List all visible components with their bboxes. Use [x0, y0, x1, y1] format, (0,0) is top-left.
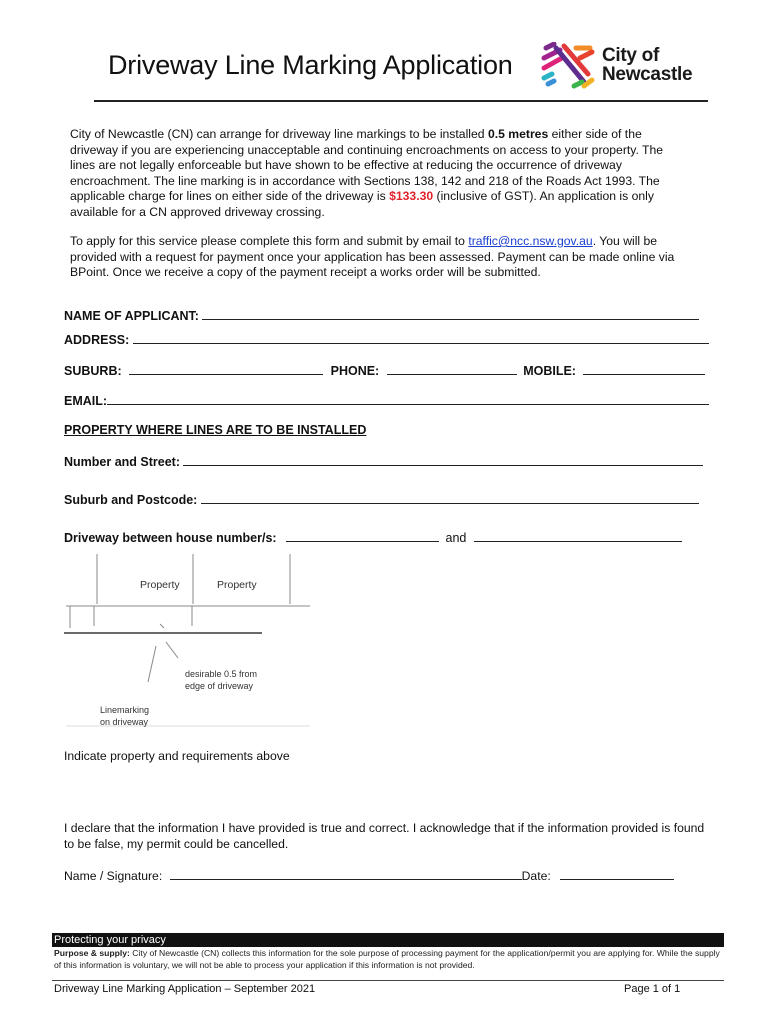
mobile-label: MOBILE: [523, 364, 576, 378]
intro-text-a: City of Newcastle (CN) can arrange for driveway line markings to be installed [70, 127, 488, 141]
logo-mark-icon [540, 42, 596, 90]
email-label: EMAIL: [64, 394, 108, 408]
page-title: Driveway Line Marking Application [108, 50, 513, 80]
property-label-2: Property [217, 579, 257, 591]
intro-text-c: (inclusive of GST). An application is only available for a CN approved driveway crossing. [70, 189, 654, 219]
desirable-line-1: desirable 0.5 from [185, 669, 258, 679]
footer-title: Driveway Line Marking Application – September 2021 [54, 983, 316, 995]
email-row [64, 392, 709, 408]
desirable-line-2: edge of driveway [185, 681, 254, 691]
logo-text-city-of: City of [602, 45, 660, 66]
footer-rule [52, 980, 724, 981]
driveway-label: Driveway between house number/s: [64, 531, 277, 545]
apply-text-b: . You will be provided with a request for payment once your application has been assessed. Payment can be made online via BPoint. Once we receive a copy of the payment receipt a works order will be submitted. [70, 234, 675, 279]
page-number: Page 1 of 1 [624, 983, 681, 995]
mobile-field[interactable] [583, 362, 705, 375]
address-row [64, 331, 709, 347]
apply-paragraph [70, 234, 690, 281]
phone-label: PHONE: [330, 364, 380, 378]
desirable-note [185, 668, 257, 692]
street-label: Number and Street: [64, 455, 180, 469]
driveway-row [64, 529, 682, 545]
driveway-from-field[interactable] [286, 529, 439, 542]
intro-distance: 0.5 metres [487, 127, 549, 141]
driveway-to-field[interactable] [474, 529, 682, 542]
signature-field[interactable] [170, 867, 522, 880]
indicate-note: Indicate property and requirements above [64, 749, 290, 763]
street-row [64, 453, 703, 469]
intro-paragraph [70, 127, 690, 220]
phone-field[interactable] [387, 362, 517, 375]
price: $133.30 [389, 189, 434, 203]
linemarking-note [100, 704, 149, 728]
name-row [64, 307, 699, 323]
date-field[interactable] [560, 867, 674, 880]
email-field[interactable] [107, 392, 709, 405]
address-field[interactable] [133, 331, 709, 344]
name-field[interactable] [202, 307, 699, 320]
street-field[interactable] [183, 453, 703, 466]
title-rule [94, 100, 708, 102]
and-label: and [445, 531, 467, 545]
linemarking-line-2: on driveway [100, 717, 149, 727]
declaration-text: I declare that the information I have provided is true and correct. I acknowledge that if the information provided is found to be false, my permit could be cancelled. [64, 821, 705, 851]
property-heading: PROPERTY WHERE LINES ARE TO BE INSTALLED [64, 423, 367, 437]
intro-text-b: either side of the driveway if you are experiencing unacceptable and continuing encroachments on access to your property. The lines are not legally enforceable but have shown to be effective at reducing the occurrence of driveway encroachment. The line marking is in accordance with Sections 138, 142 and 218 of the Roads Act 1993. The applicable charge for lines on either side of the driveway is [70, 127, 664, 203]
privacy-text [54, 947, 722, 971]
suburb-postcode-row [64, 491, 699, 507]
privacy-heading: Protecting your privacy [52, 933, 724, 947]
signature-label: Name / Signature: [64, 869, 163, 883]
suburb-postcode-field[interactable] [201, 491, 699, 504]
city-of-newcastle-logo [540, 42, 715, 92]
name-label: NAME OF APPLICANT: [64, 309, 199, 323]
privacy-body: City of Newcastle (CN) collects this information for the sole purpose of processing payment for the application/permit you are applying for. While the supply of this information is voluntary, we will not be able to process your application if this information is not provided. [54, 948, 720, 970]
suburb-phone-mobile-row [64, 362, 705, 378]
date-label: Date: [521, 869, 551, 883]
address-label: ADDRESS: [64, 333, 130, 347]
driveway-diagram [60, 552, 320, 730]
suburb-postcode-label: Suburb and Postcode: [64, 493, 198, 507]
logo-text-newcastle: Newcastle [602, 64, 693, 85]
apply-text-a: To apply for this service please complete this form and submit by email to [70, 234, 469, 248]
privacy-bold-label: Purpose & supply: [54, 948, 130, 958]
email-link[interactable]: traffic@ncc.nsw.gov.au [468, 234, 593, 248]
linemarking-line-1: Linemarking [100, 705, 150, 715]
suburb-field[interactable] [129, 362, 323, 375]
signature-row [64, 867, 674, 884]
property-label-1: Property [140, 579, 180, 591]
suburb-label: SUBURB: [64, 364, 122, 378]
